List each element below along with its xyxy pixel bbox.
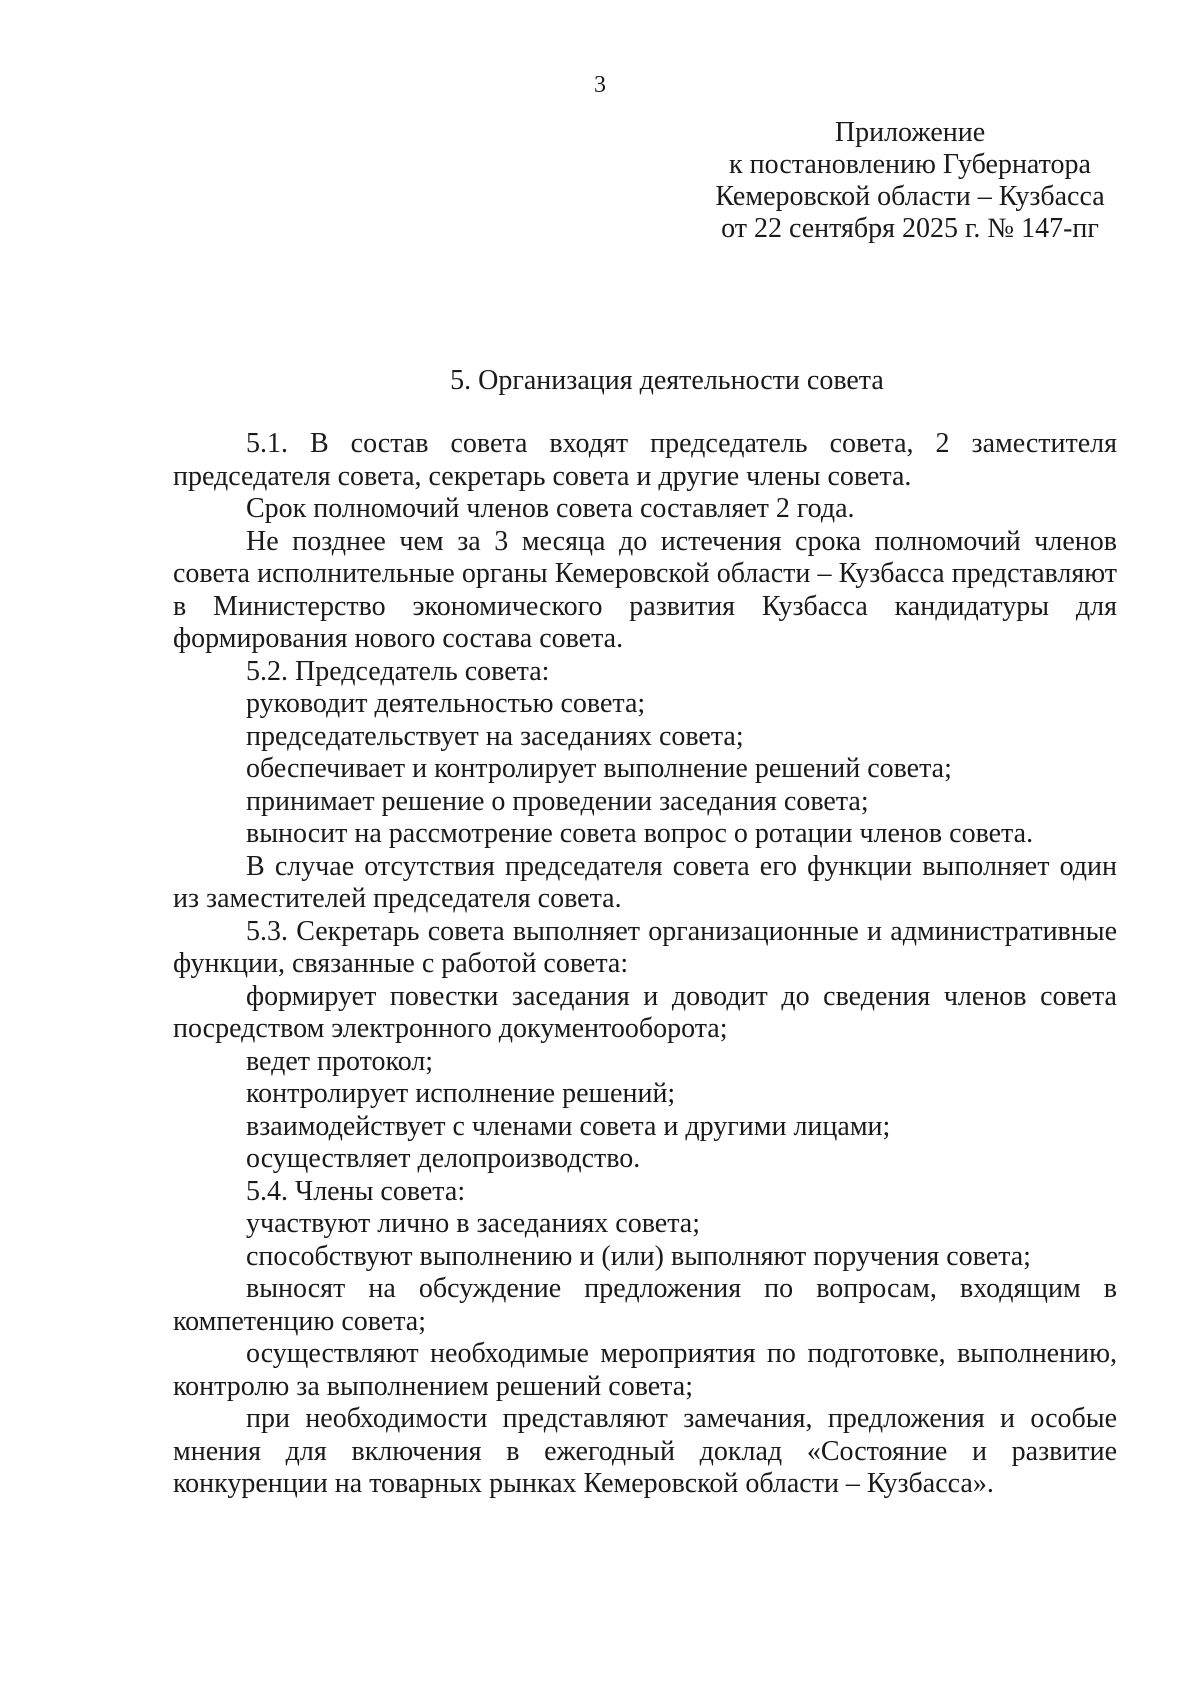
appendix-line: от 22 сентября 2025 г. № 147-пг [721, 213, 1099, 244]
paragraph: взаимодействует с членами совета и другими лицами; [246, 1110, 891, 1142]
section-title: 5. Организация деятельности совета [450, 365, 884, 396]
paragraph: выносят на обсуждение предложения по вопросам, входящим в компетенцию совета; [173, 1273, 1117, 1337]
paragraph: 5.4. Члены совета: [246, 1175, 466, 1207]
paragraph: контролирует исполнение решений; [246, 1078, 676, 1109]
paragraph: 5.3. Секретарь совета выполняет организационные и административные функции, связанные с работой совета: [173, 915, 1117, 979]
paragraph: председательствует на заседаниях совета; [246, 720, 744, 752]
paragraph: принимает решение о проведении заседания совета; [246, 785, 869, 817]
paragraph: формирует повестки заседания и доводит до сведения членов совета посредством электронного документооборота; [173, 980, 1117, 1044]
paragraph: участвуют лично в заседаниях совета; [246, 1208, 701, 1239]
paragraph: В случае отсутствия председателя совета его функции выполняет один из заместителей председателя совета. [173, 850, 1117, 914]
paragraph: осуществляют необходимые мероприятия по подготовке, выполнению, контролю за выполнением решений совета; [173, 1338, 1117, 1402]
paragraph: при необходимости представляют замечания, предложения и особые мнения для включения в ежегодный доклад «Состояние и развитие конкуренции на товарных рынках Кемеровской области – Кузбасса». [173, 1403, 1117, 1499]
appendix-line: к постановлению Губернатора [729, 149, 1091, 180]
paragraph: осуществляет делопроизводство. [246, 1143, 641, 1174]
paragraph: 5.2. Председатель совета: [246, 655, 550, 687]
paragraph: руководит деятельностью совета; [246, 688, 646, 719]
appendix-line: Кемеровской области – Кузбасса [715, 181, 1105, 212]
appendix-header [680, 117, 1140, 245]
paragraph: Не позднее чем за 3 месяца до истечения срока полномочий членов совета исполнительные органы Кемеровской области – Кузбасса представляют в Министерство экономического развития Кузбасса кандидатуры для формирования нового состава совета. [173, 525, 1117, 654]
paragraph: выносит на рассмотрение совета вопрос о ротации членов совета. [246, 818, 1034, 849]
paragraph: 5.1. В состав совета входят председатель совета, 2 заместителя председателя совета, секретарь совета и другие члены совета. [173, 428, 1117, 492]
page-number: 3 [594, 72, 606, 98]
paragraph: ведет протокол; [246, 1045, 434, 1077]
paragraph: способствуют выполнению и (или) выполняют поручения совета; [246, 1240, 1031, 1272]
document-body [173, 428, 1117, 1501]
paragraph: обеспечивает и контролирует выполнение решений совета; [246, 753, 952, 784]
paragraph: Срок полномочий членов совета составляет 2 года. [246, 493, 855, 524]
appendix-line: Приложение [834, 117, 986, 148]
